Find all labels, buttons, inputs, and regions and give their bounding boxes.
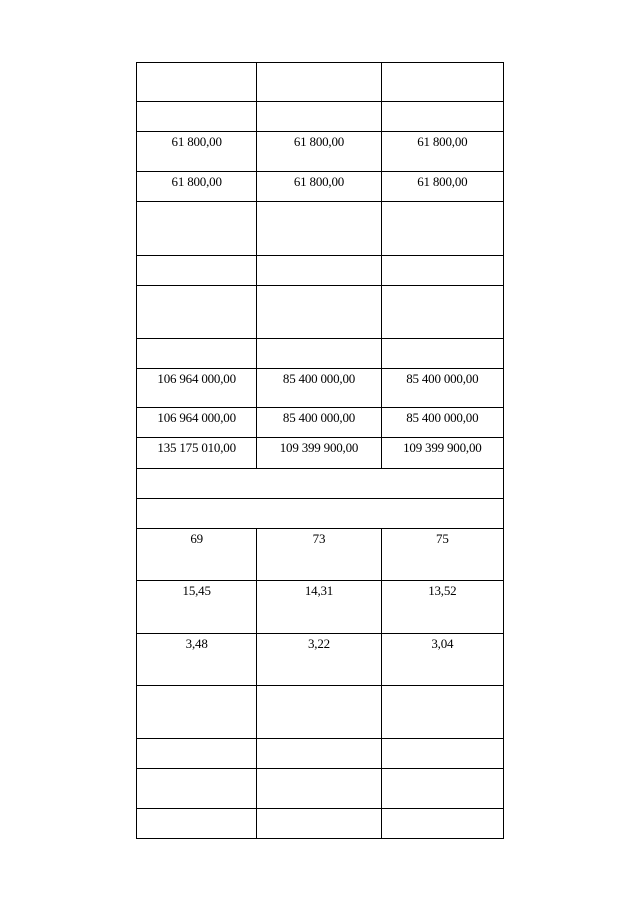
table-cell — [381, 202, 503, 256]
table-cell — [381, 102, 503, 132]
table-cell: 13,52 — [381, 581, 503, 634]
table-cell — [137, 63, 257, 102]
table-cell — [137, 202, 257, 256]
table-cell — [257, 286, 381, 339]
table-cell — [257, 769, 381, 809]
table-cell — [137, 769, 257, 809]
table-row — [137, 132, 504, 172]
table-cell: 69 — [137, 529, 257, 581]
table-row — [137, 63, 504, 102]
table-cell: 106 964 000,00 — [137, 369, 257, 408]
table-row — [137, 286, 504, 339]
table-cell — [137, 102, 257, 132]
table-row — [137, 686, 504, 739]
table-cell — [381, 339, 503, 369]
table-cell — [381, 809, 503, 839]
table-row — [137, 256, 504, 286]
table-cell: 3,48 — [137, 634, 257, 686]
table-cell: 73 — [257, 529, 381, 581]
table-cell: 135 175 010,00 — [137, 438, 257, 469]
table-cell — [137, 469, 504, 499]
table-row — [137, 369, 504, 408]
table-row — [137, 408, 504, 438]
table-cell: 61 800,00 — [381, 172, 503, 202]
table-cell: 85 400 000,00 — [381, 369, 503, 408]
table-row — [137, 581, 504, 634]
table-cell — [137, 809, 257, 839]
table-cell — [257, 339, 381, 369]
table-cell — [137, 256, 257, 286]
table-cell: 3,22 — [257, 634, 381, 686]
table-cell — [381, 286, 503, 339]
table-cell: 85 400 000,00 — [381, 408, 503, 438]
table-row — [137, 172, 504, 202]
table-cell — [257, 102, 381, 132]
table-cell: 109 399 900,00 — [257, 438, 381, 469]
table-cell: 85 400 000,00 — [257, 408, 381, 438]
table-cell — [137, 739, 257, 769]
table-row — [137, 769, 504, 809]
table-cell: 3,04 — [381, 634, 503, 686]
table-row — [137, 499, 504, 529]
data-table — [136, 62, 504, 839]
table-cell: 75 — [381, 529, 503, 581]
table-cell — [257, 202, 381, 256]
table-cell — [257, 686, 381, 739]
table-cell: 61 800,00 — [381, 132, 503, 172]
table-cell: 14,31 — [257, 581, 381, 634]
table-row — [137, 202, 504, 256]
table-row — [137, 634, 504, 686]
table-row — [137, 102, 504, 132]
table-cell — [137, 686, 257, 739]
table-cell — [381, 63, 503, 102]
table-cell: 61 800,00 — [137, 132, 257, 172]
table-row — [137, 809, 504, 839]
table-row — [137, 529, 504, 581]
table-row — [137, 469, 504, 499]
table-row — [137, 739, 504, 769]
table-cell: 15,45 — [137, 581, 257, 634]
table-cell: 61 800,00 — [137, 172, 257, 202]
table-cell: 61 800,00 — [257, 172, 381, 202]
table-cell — [257, 739, 381, 769]
table-row — [137, 339, 504, 369]
table-row — [137, 438, 504, 469]
table-cell — [137, 499, 504, 529]
table-cell — [137, 286, 257, 339]
table-cell — [257, 256, 381, 286]
table-cell: 85 400 000,00 — [257, 369, 381, 408]
table-cell — [257, 809, 381, 839]
table-cell — [381, 769, 503, 809]
table-cell — [257, 63, 381, 102]
table-cell — [381, 256, 503, 286]
table-cell — [381, 686, 503, 739]
table-cell: 61 800,00 — [257, 132, 381, 172]
table-cell — [381, 739, 503, 769]
table-cell: 109 399 900,00 — [381, 438, 503, 469]
table-cell: 106 964 000,00 — [137, 408, 257, 438]
table-cell — [137, 339, 257, 369]
